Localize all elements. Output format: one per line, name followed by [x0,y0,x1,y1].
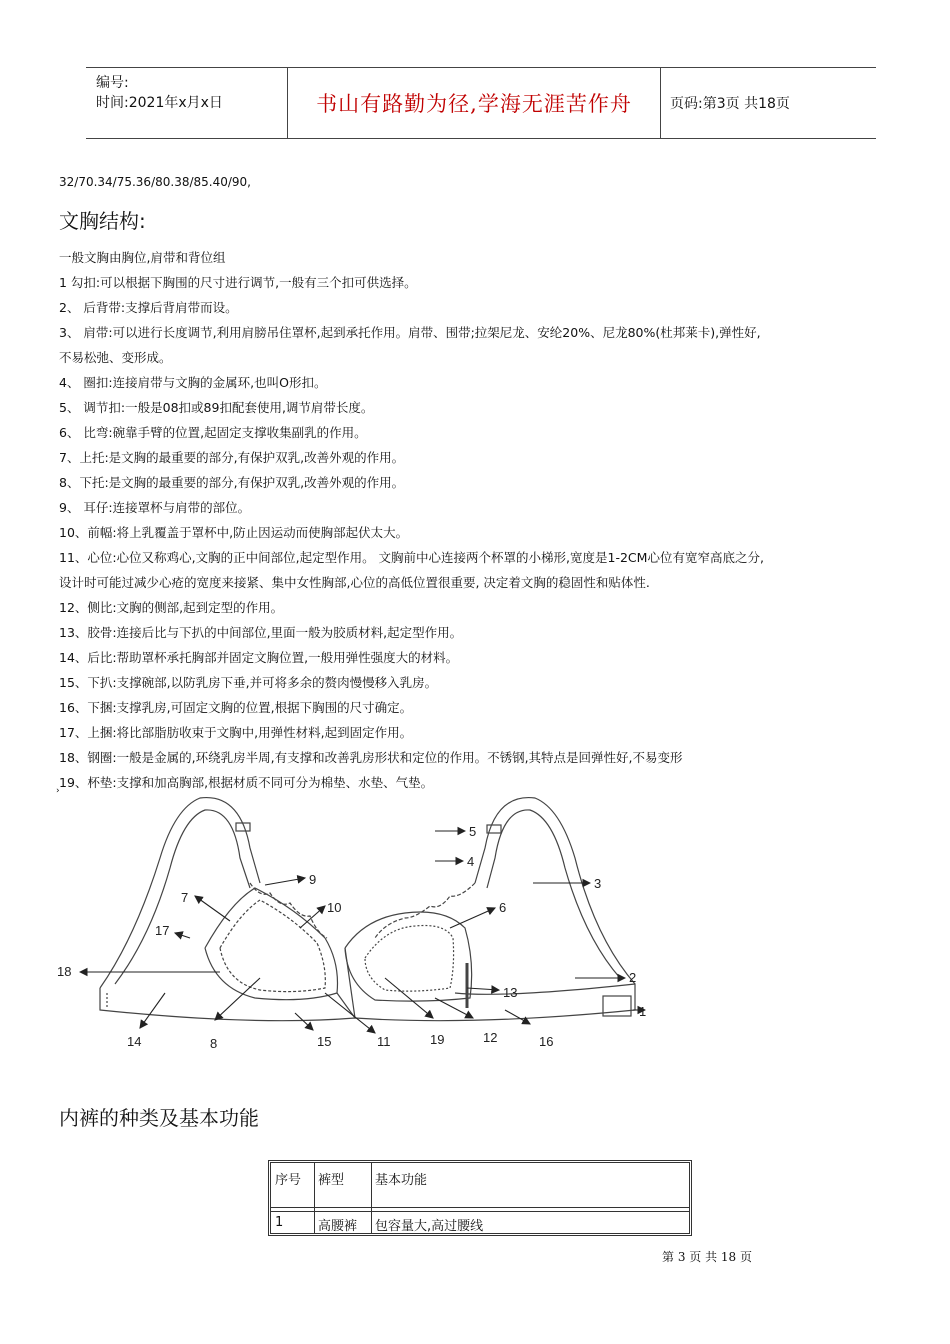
header-motto: 书山有路勤为径,学海无涯苦作舟 [316,92,632,116]
diagram-label: 11 [377,1034,391,1049]
bra-structure-list [59,245,919,795]
section-title-underwear-types: 内裤的种类及基本功能 [59,1106,259,1130]
list-item: 9、 耳仔:连接罩杯与肩带的部位。 [59,500,251,515]
diagram-label: 16 [539,1034,554,1049]
page-footer: 第 3 页 共 18 页 [662,1250,752,1264]
list-item: 3、 肩带:可以进行长度调节,利用肩膀吊住罩杯,起到承托作用。肩带、围带;拉架尼龙、安纶20%、尼龙80%(杜邦莱卡),弹性好, [59,325,761,340]
header-meta [86,68,286,138]
bra-structure-diagram [55,788,655,1058]
section-title-bra-structure: 文胸结构: [59,209,146,233]
list-item: 一般文胸由胸位,肩带和背位组 [59,250,226,265]
diagram-label: 14 [127,1034,142,1049]
diagram-label: 17 [155,923,170,938]
small-mark: › [56,786,60,796]
diagram-label: 8 [210,1036,218,1051]
size-list: 32/70.34/75.36/80.38/85.40/90, [59,175,251,189]
document-number-label: 编号: [96,75,129,91]
list-item: 19、杯垫:支撑和加高胸部,根据材质不同可分为棉垫、水垫、气垫。 [59,775,434,790]
table-cell: 1 [275,1215,284,1230]
list-item: 18、钢圈:一般是金属的,环绕乳房半周,有支撑和改善乳房形状和定位的作用。不锈钢,其特点是回弹性好,不易变形 [59,750,683,765]
list-item: 11、心位:心位又称鸡心,文胸的正中间部位,起定型作用。 文胸前中心连接两个杯罩的小梯形,宽度是1-2CM心位有宽窄高底之分, [59,550,764,565]
table-cell: 高腰裤 [318,1219,358,1234]
list-item: 12、侧比:文胸的侧部,起到定型的作用。 [59,600,284,615]
table-header-cell: 基本功能 [375,1173,428,1188]
list-item: 10、前幅:将上乳覆盖于罩杯中,防止因运动而使胸部起伏太大。 [59,525,409,540]
list-item: 4、 圈扣:连接肩带与文胸的金属环,也叫O形扣。 [59,375,327,390]
list-item: 15、下扒:支撑碗部,以防乳房下垂,并可将多余的赘肉慢慢移入乳房。 [59,675,438,690]
diagram-label: 12 [483,1030,498,1045]
diagram-label: 15 [317,1034,332,1049]
list-item: 13、胶骨:连接后比与下扒的中间部位,里面一般为胶质材料,起定型作用。 [59,625,463,640]
list-item: 不易松弛、变形成。 [59,350,172,365]
list-item: 14、后比:帮助罩杯承托胸部并固定文胸位置,一般用弹性强度大的材料。 [59,650,459,665]
diagram-label: 1 [639,1004,647,1019]
diagram-label: 3 [594,876,602,891]
diagram-label: 19 [430,1032,445,1047]
diagram-label: 7 [181,890,189,905]
list-item: 2、 后背带:支撑后背肩带而设。 [59,300,238,315]
list-item: 8、下托:是文胸的最重要的部分,有保护双乳,改善外观的作用。 [59,475,405,490]
diagram-label: 6 [499,900,507,915]
list-item: 17、上捆:将比部脂肪收束于文胸中,用弹性材料,起到固定作用。 [59,725,413,740]
list-item: 设计时可能过减少心疮的宽度来接紧、集中女性胸部,心位的高低位置很重要, 决定着文胸的稳固性和贴体性. [59,575,650,590]
document-time-label: 时间:2021年x月x日 [96,95,223,111]
list-item: 5、 调节扣:一般是08扣或89扣配套使用,调节肩带长度。 [59,400,374,415]
table-header-cell: 序号 [275,1173,302,1188]
table-header-cell: 裤型 [318,1173,345,1188]
underwear-types-table [268,1160,692,1236]
list-item: 6、 比弯:碗靠手臂的位置,起固定支撑收集副乳的作用。 [59,425,367,440]
list-item: 16、下捆:支撑乳房,可固定文胸的位置,根据下胸围的尺寸确定。 [59,700,413,715]
diagram-label: 10 [327,900,342,915]
list-item: 1 勾扣:可以根据下胸围的尺寸进行调节,一般有三个扣可供选择。 [59,275,417,290]
list-item: 7、上托:是文胸的最重要的部分,有保护双乳,改善外观的作用。 [59,450,405,465]
diagram-label: 9 [309,872,317,887]
header-motto-cell [287,68,661,138]
header-page-info: 页码:第3页 共18页 [670,96,790,112]
diagram-label: 18 [57,964,72,979]
diagram-label: 2 [629,970,637,985]
diagram-label: 5 [469,824,477,839]
table-cell: 包容量大,高过腰线 [375,1219,484,1234]
diagram-label: 13 [503,985,518,1000]
diagram-label: 4 [467,854,475,869]
page-header [86,67,876,139]
